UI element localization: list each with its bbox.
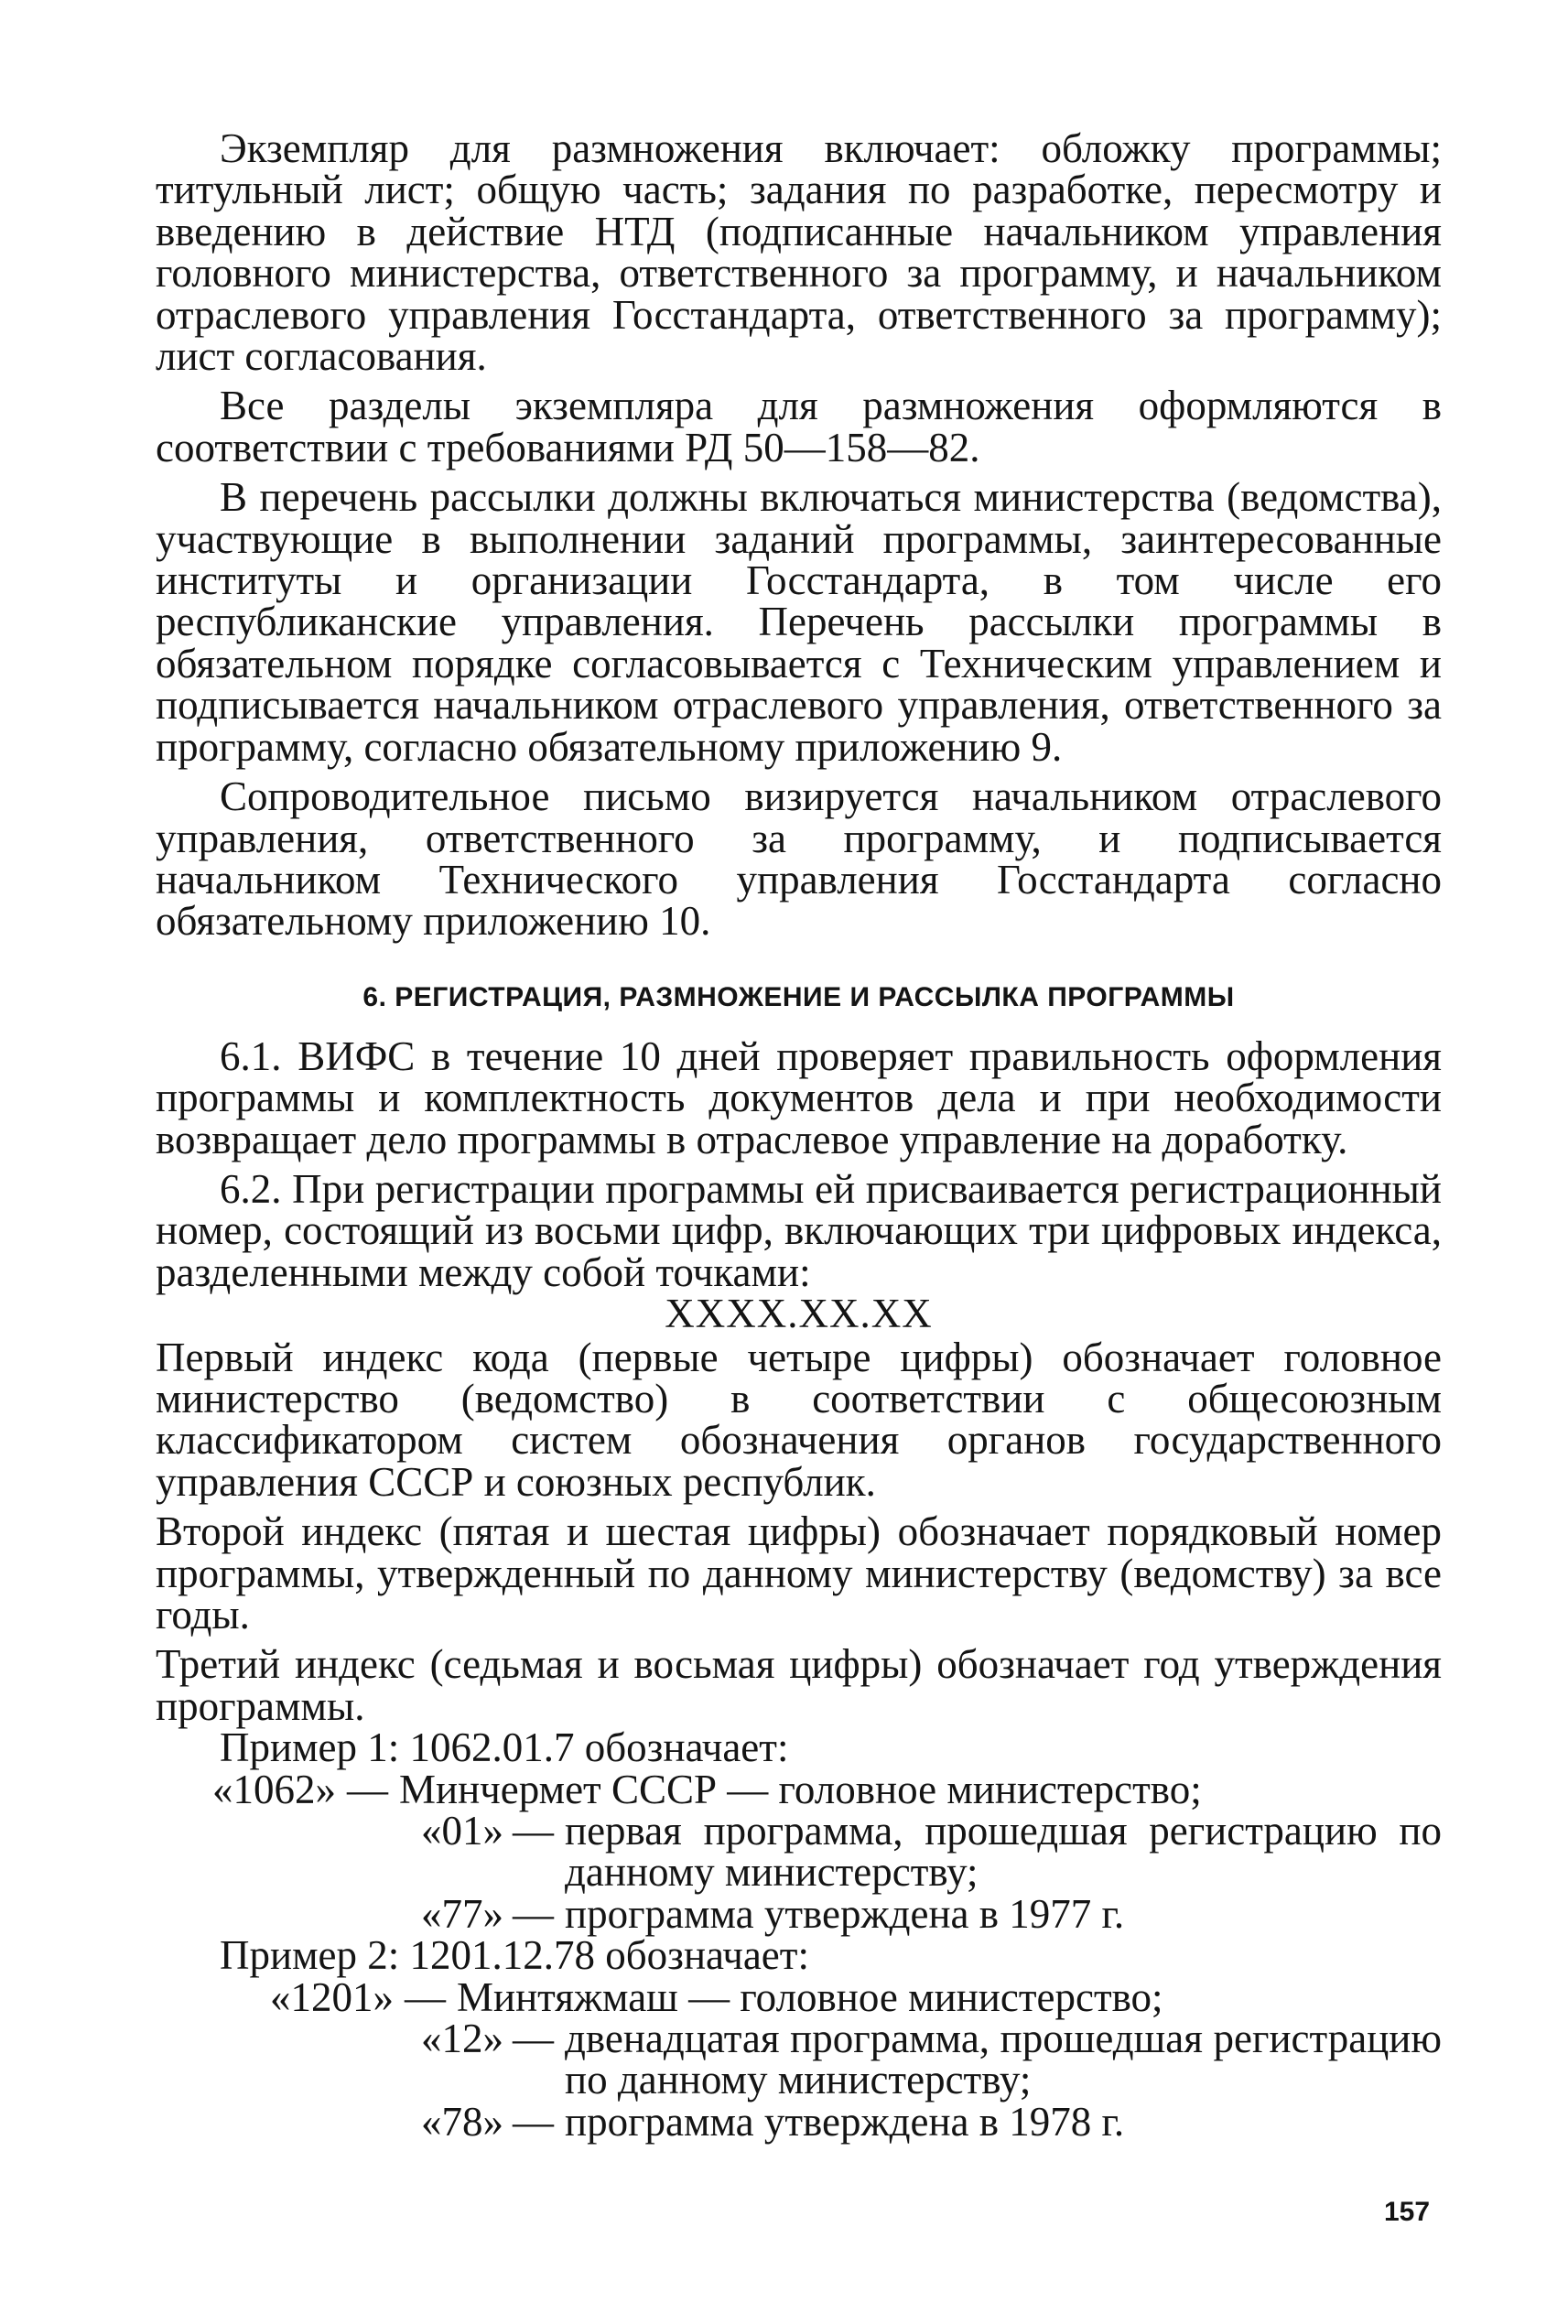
- example-1-main-row: [156, 1766, 1442, 1812]
- example-1-row-value: первая программа, прошедшая регистрацию по данному министерству;: [565, 1808, 1442, 1896]
- example-2-main-key: «1201»: [270, 1973, 394, 2020]
- paragraph-second-index: Второй индекс (пятая и шестая цифры) обозначает порядковый номер программы, утвержденный по данному министерству (ведомству) за все годы.: [156, 1508, 1442, 1638]
- example-2-row-key: «12»: [421, 2016, 503, 2062]
- dash: —: [405, 1973, 446, 2020]
- code-format: XXXX.XX.XX: [665, 1291, 933, 1337]
- example-1-row-value: программа утверждена в 1977 г.: [565, 1890, 1125, 1937]
- page-number: 157: [1384, 2197, 1431, 2227]
- dash: —: [513, 1890, 554, 1937]
- dash: —: [513, 2098, 554, 2145]
- dash: —: [513, 1808, 554, 1854]
- example-2-main-row: [156, 1973, 1442, 2020]
- dash: —: [513, 2016, 554, 2062]
- paragraph-6-1: 6.1. ВИФС в течение 10 дней проверяет правильность оформления программы и комплектность документов дела и при необходимости возвращает дело программы в отраслевое управление на доработку.: [156, 1032, 1442, 1162]
- paragraph-6-2: 6.2. При регистрации программы ей присваивается регистрационный номер, состоящий из восьми цифр, включающих три цифровых индекса, разделенными между собой точками:: [156, 1165, 1442, 1295]
- paragraph-distribution-list: В перечень рассылки должны включаться министерства (ведомства), участвующие в выполнении заданий программы, заинтересованные институты и организации Госстандарта, в том числе его республиканские управления. Перечень рассылки программы в обязательном порядке согласовывается с Техническим управлением и подписывается начальником отраслевого управления, ответственного за программу, согласно обязательному приложению 9.: [156, 474, 1442, 770]
- dash: —: [347, 1766, 388, 1812]
- example-1-main-value: Минчермет СССР — головное министерство;: [399, 1766, 1202, 1812]
- example-1: [156, 1724, 1442, 1937]
- example-2-row-value: двенадцатая программа, прошедшая регистрацию по данному министерству;: [565, 2016, 1442, 2103]
- example-1-row: [156, 1808, 1442, 1896]
- section-heading: 6. РЕГИСТРАЦИЯ, РАЗМНОЖЕНИЕ И РАССЫЛКА ПРОГРАММЫ: [362, 981, 1235, 1012]
- example-1-row-key: «77»: [421, 1890, 503, 1937]
- paragraph-sections-format: Все разделы экземпляра для размножения оформляются в соответствии с требованиями РД 50—158—82.: [156, 383, 1442, 470]
- paragraph-third-index: Третий индекс (седьмая и восьмая цифры) обозначает год утверждения программы.: [156, 1641, 1442, 1729]
- example-2-main-value: Минтяжмаш — головное министерство;: [457, 1973, 1163, 2020]
- example-2-row: [156, 2018, 1442, 2102]
- body-text: [156, 125, 1442, 2145]
- paragraph-cover-letter: Сопроводительное письмо визируется начальником отраслевого управления, ответственного за программу, и подписывается начальником Технического управления Госстандарта согласно обязательному приложению 10.: [156, 773, 1442, 945]
- example-2-row-value: программа утверждена в 1978 г.: [565, 2098, 1125, 2145]
- example-1-row: [156, 1890, 1442, 1937]
- example-2-row-key: «78»: [421, 2098, 503, 2145]
- example-1-row-key: «01»: [421, 1808, 503, 1854]
- example-2-row: [156, 2098, 1442, 2145]
- example-1-main-key: «1062»: [212, 1766, 336, 1812]
- example-2: [156, 1932, 1442, 2145]
- example-1-heading: Пример 1: 1062.01.7 обозначает:: [220, 1724, 789, 1771]
- paragraph-copy-contents: Экземпляр для размножения включает: обложку программы; титульный лист; общую часть; задания по разработке, пересмотру и введению в действие НТД (подписанные начальником управления головного министерства, ответственного за программу, и начальником отраслевого управления Госстандарта, ответственного за программу); лист согласования.: [156, 125, 1442, 380]
- example-2-heading: Пример 2: 1201.12.78 обозначает:: [220, 1932, 809, 1979]
- paragraph-first-index: Первый индекс кода (первые четыре цифры) обозначает головное министерство (ведомство) в соответствии с общесоюзным классификатором систем обозначения органов государственного управления СССР и союзных республик.: [156, 1334, 1442, 1505]
